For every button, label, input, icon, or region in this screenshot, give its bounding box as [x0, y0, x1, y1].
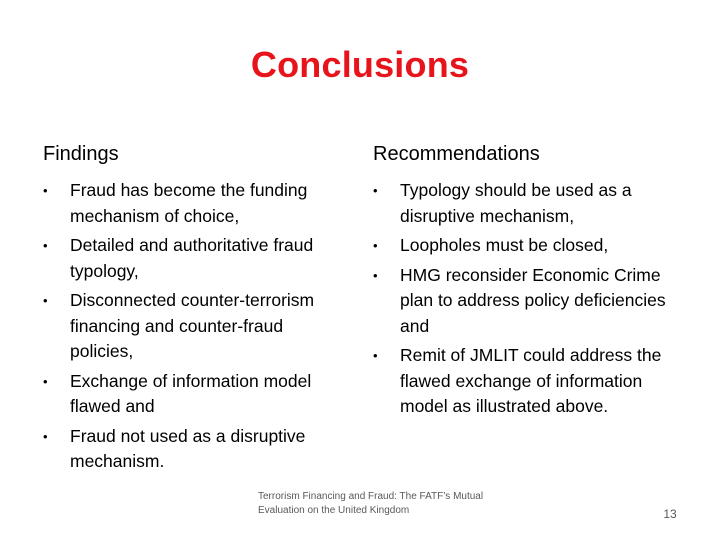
list-item-text: Fraud has become the funding mechanism of choice,	[70, 180, 308, 226]
list-item	[373, 263, 673, 340]
list-item-text: Fraud not used as a disruptive mechanism.	[70, 425, 306, 471]
list-item-text: Loopholes must be closed,	[400, 235, 609, 255]
list-item-text: Typology should be used as a disruptive mechanism,	[400, 180, 632, 226]
bullet-icon: •	[373, 183, 378, 198]
recommendations-heading: Recommendations	[373, 143, 540, 165]
bullet-icon: •	[43, 293, 48, 308]
list-item-text: Disconnected counter-terrorism financing and counter-fraud policies,	[70, 290, 315, 361]
bullet-icon: •	[43, 183, 48, 198]
recommendations-list	[373, 178, 673, 420]
bullet-icon: •	[373, 238, 378, 253]
bullet-icon: •	[373, 348, 378, 363]
slide-title: Conclusions	[250, 44, 470, 85]
recommendations-column	[373, 140, 673, 424]
list-item-text: Remit of JMLIT could address the flawed exchange of information model as illustrated above.	[400, 345, 662, 416]
list-item-text: Exchange of information model flawed and	[70, 370, 312, 416]
page-number: 13	[663, 507, 677, 521]
bullet-icon: •	[373, 267, 378, 283]
list-item	[373, 343, 673, 420]
list-item	[43, 233, 343, 284]
list-item	[373, 178, 673, 229]
bullet-icon: •	[43, 428, 48, 444]
list-item-text: HMG reconsider Economic Crime plan to address policy deficiencies and	[400, 264, 666, 336]
bullet-icon: •	[43, 238, 48, 253]
list-item	[373, 233, 673, 259]
list-item	[43, 288, 343, 365]
list-item	[43, 369, 343, 420]
list-item-text: Detailed and authoritative fraud typology,	[70, 235, 314, 281]
bullet-icon: •	[43, 373, 48, 389]
list-item	[43, 424, 343, 475]
list-item	[43, 178, 343, 229]
findings-column	[43, 140, 343, 479]
findings-heading: Findings	[43, 143, 119, 165]
footer-text: Terrorism Financing and Fraud: The FATF’s Mutual Evaluation on the United Kingdom	[258, 491, 484, 516]
findings-list	[43, 178, 343, 475]
